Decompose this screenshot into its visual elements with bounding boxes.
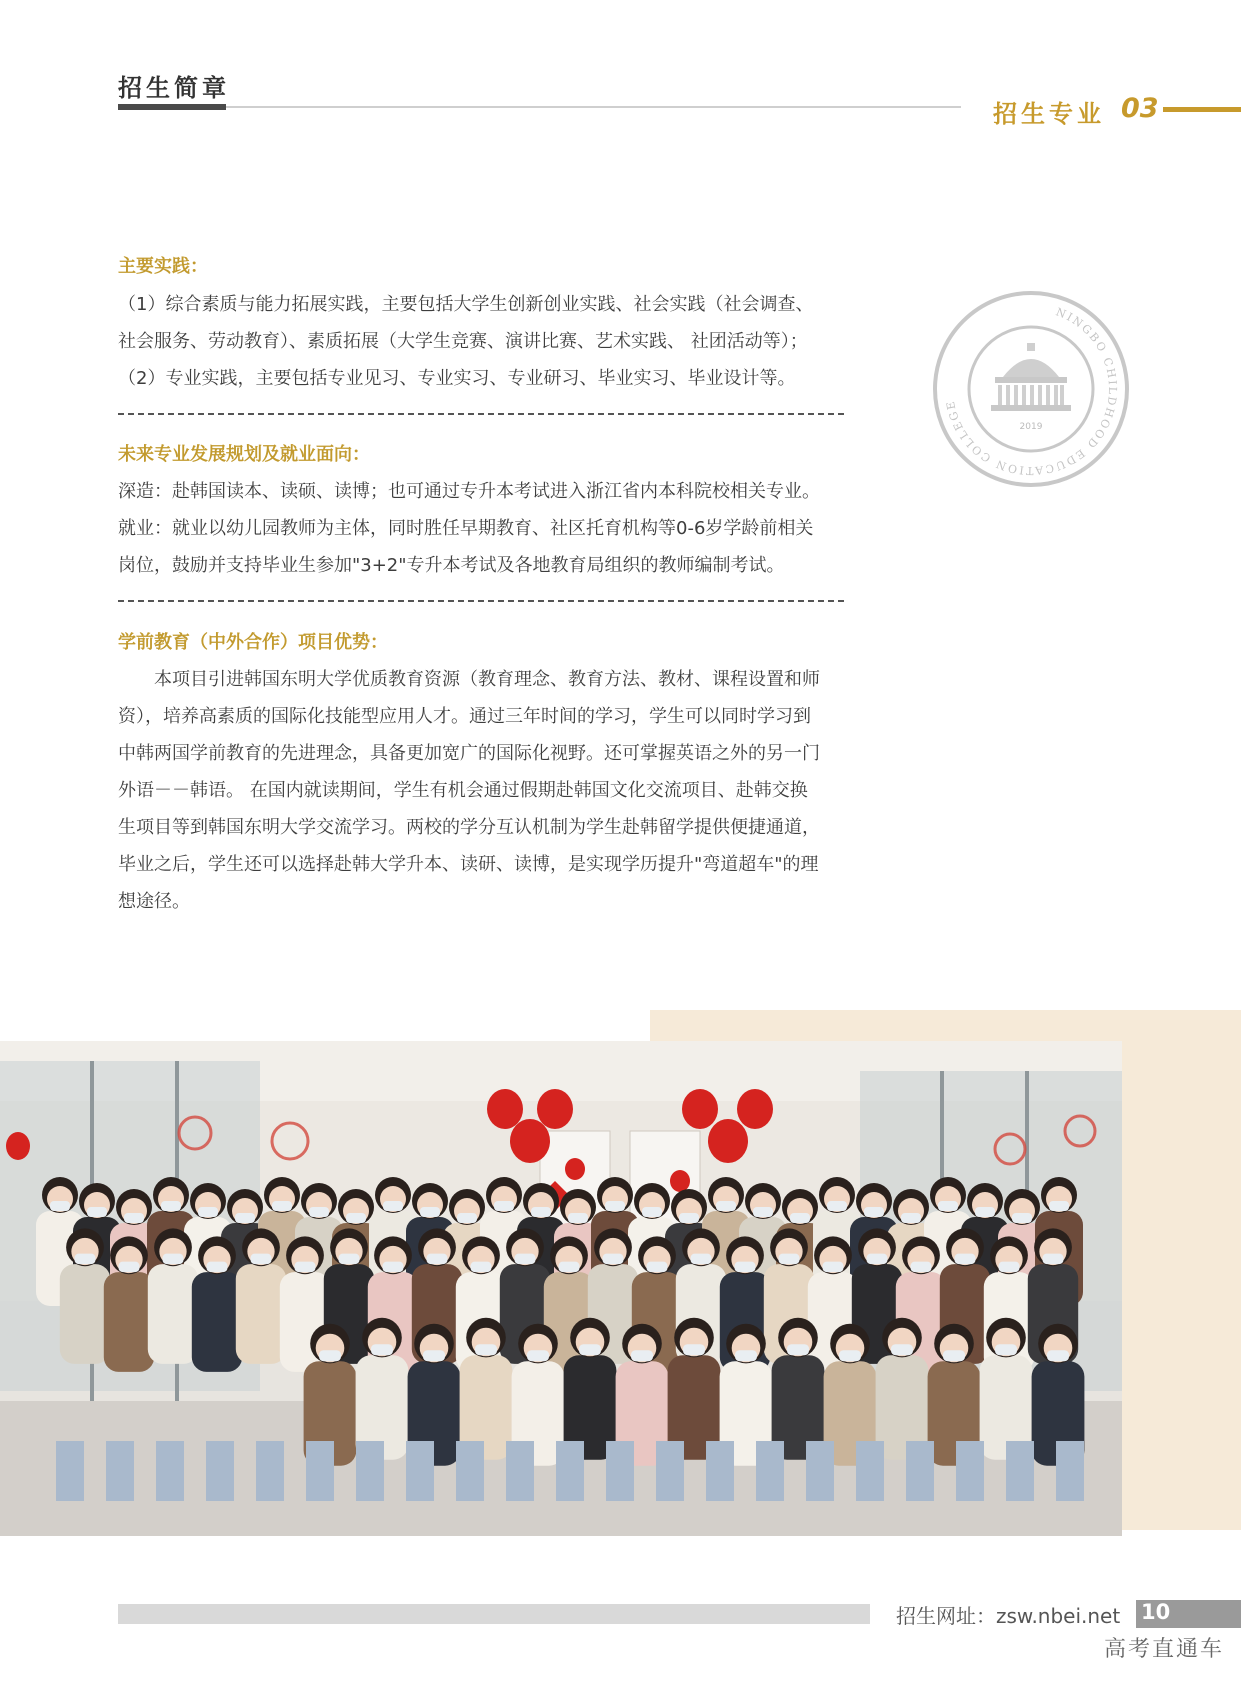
advantage-body bbox=[118, 661, 844, 920]
section-title: 招生专业 bbox=[993, 100, 1105, 128]
group-photo-image bbox=[0, 1041, 1122, 1536]
advantage-line: 生项目等到韩国东明大学交流学习。两校的学分互认机制为学生赴韩留学提供便捷通道， bbox=[118, 817, 820, 838]
practice-line: （1）综合素质与能力拓展实践，主要包括大学生创新创业实践、社会实践（社会调查、 bbox=[118, 294, 814, 315]
future-line: 就业：就业以幼儿园教师为主体，同时胜任早期教育、社区托育机构等0-6岁学龄前相关 bbox=[118, 518, 814, 539]
future-line: 深造：赴韩国读本、读硕、读博；也可通过专升本考试进入浙江省内本科院校相关专业。 bbox=[118, 481, 820, 502]
advantage-line: 毕业之后，学生还可以选择赴韩大学升本、读研、读博，是实现学历提升"弯道超车"的理 bbox=[118, 854, 819, 875]
college-seal-icon bbox=[931, 289, 1131, 489]
page-number: 10 bbox=[1141, 1600, 1171, 1624]
advantage-line: 外语－－韩语。 在国内就读期间，学生有机会通过假期赴韩国文化交流项目、赴韩交换 bbox=[118, 780, 808, 801]
svg-text:NINGBO CHILDHOOD EDUCATION COL: NINGBO CHILDHOOD EDUCATION COLLEGE bbox=[943, 305, 1120, 478]
advantage-line: 资），培养高素质的国际化技能型应用人才。通过三年时间的学习，学生可以同时学习到 bbox=[118, 706, 811, 727]
advantage-heading: 学前教育（中外合作）项目优势： bbox=[118, 632, 388, 653]
header-rule bbox=[226, 106, 961, 108]
watermark-text: 高考直通车 bbox=[1104, 1637, 1225, 1662]
advantage-line: 本项目引进韩国东明大学优质教育资源（教育理念、教育方法、教材、课程设置和师 bbox=[118, 669, 820, 690]
section-divider bbox=[118, 413, 844, 415]
practice-heading: 主要实践： bbox=[118, 256, 208, 277]
advantage-line: 想途径。 bbox=[118, 891, 190, 912]
advantage-line: 中韩两国学前教育的先进理念，具备更加宽广的国际化视野。还可掌握英语之外的另一门 bbox=[118, 743, 820, 764]
practice-line: （2）专业实践，主要包括专业见习、专业实习、专业研习、毕业实习、毕业设计等。 bbox=[118, 368, 796, 389]
section-divider bbox=[118, 600, 844, 602]
future-body bbox=[118, 473, 844, 584]
future-line: 岗位，鼓励并支持毕业生参加"3+2"专升本考试及各地教育局组织的教师编制考试。 bbox=[118, 555, 785, 576]
footer-url: 招生网址：zsw.nbei.net bbox=[896, 1604, 1121, 1628]
section-number: 03 bbox=[1121, 93, 1159, 124]
practice-line: 社会服务、劳动教育）、素质拓展（大学生竞赛、演讲比赛、艺术实践、 社团活动等）； bbox=[118, 331, 808, 352]
header-underline-dark bbox=[118, 104, 226, 110]
footer-bar bbox=[118, 1604, 870, 1624]
svg-text:2019: 2019 bbox=[1019, 422, 1043, 432]
section-accent-line bbox=[1163, 107, 1241, 112]
practice-body bbox=[118, 286, 844, 397]
future-heading: 未来专业发展规划及就业面向： bbox=[118, 444, 370, 465]
document-title: 招生简章 bbox=[118, 73, 230, 102]
